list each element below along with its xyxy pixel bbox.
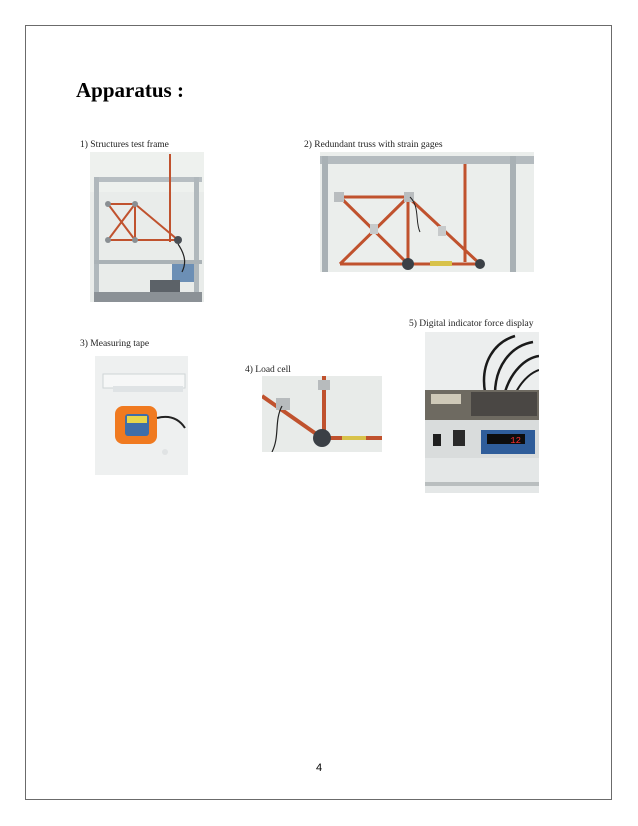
caption-load-cell: 4) Load cell xyxy=(245,365,291,375)
caption-digital-indicator: 5) Digital indicator force display xyxy=(409,319,534,329)
page-title: Apparatus : xyxy=(76,78,184,102)
page-number: 4 xyxy=(315,762,323,774)
photo-measuring-tape xyxy=(95,356,188,475)
photo-redundant-truss xyxy=(320,152,534,272)
photo-structures-test-frame xyxy=(90,152,204,302)
indicator-reading: 12 xyxy=(510,436,521,446)
caption-measuring-tape: 3) Measuring tape xyxy=(80,339,150,349)
photo-load-cell xyxy=(262,376,382,452)
photo-digital-indicator xyxy=(425,332,539,493)
caption-structures-test-frame: 1) Structures test frame xyxy=(80,140,169,150)
caption-redundant-truss: 2) Redundant truss with strain gages xyxy=(304,140,443,150)
